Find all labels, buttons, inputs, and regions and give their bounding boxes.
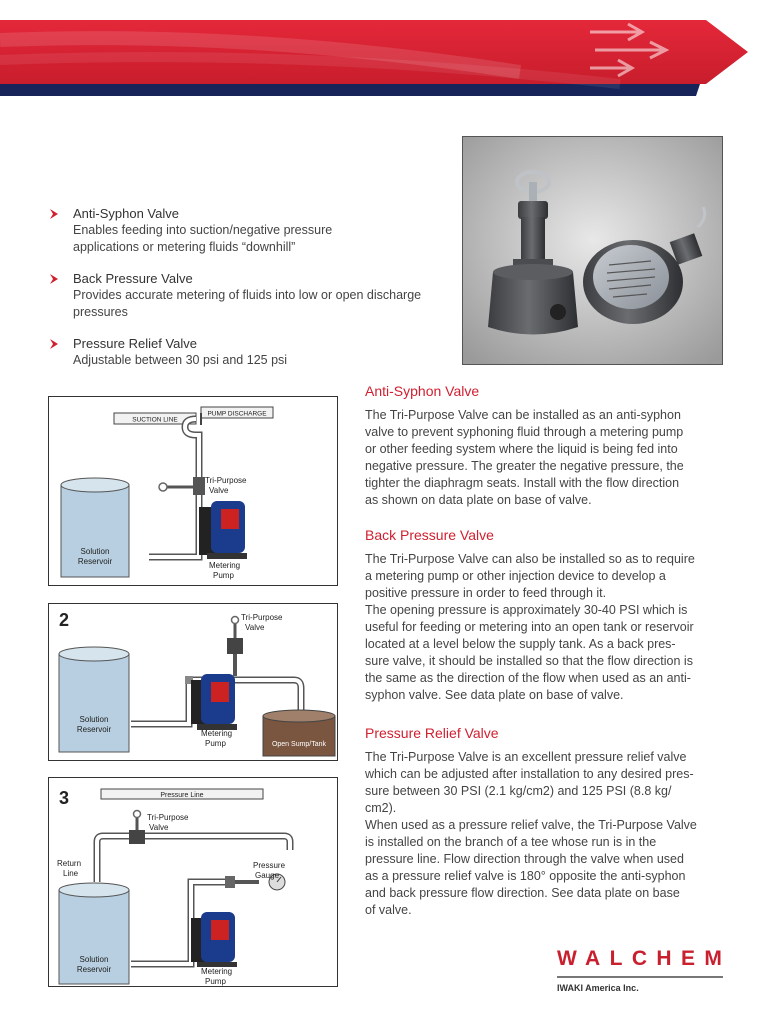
section-line: negative pressure. The greater the negative pressure, the [365, 459, 684, 473]
section-line: pressure line. Flow direction through the valve when used [365, 852, 684, 866]
valve-label: Valve [209, 486, 229, 495]
section-line: syphon valve. See data plate on base of valve. [365, 688, 624, 702]
gauge-label: Gauge [255, 871, 280, 880]
logo-subtitle: IWAKI America Inc. [557, 983, 639, 993]
section-line: or other feeding system where the liquid is being fed into [365, 442, 678, 456]
section-line: as a pressure relief valve is 180° opposite the anti-syphon [365, 869, 686, 883]
pump-label: Pump [205, 739, 226, 748]
section-heading: Anti-Syphon Valve [365, 383, 480, 399]
section-line: The Tri-Purpose Valve is an excellent pressure relief valve [365, 750, 687, 764]
pump-label: Metering [209, 561, 241, 570]
section-line: a metering pump or other injection device to develop a [365, 569, 666, 583]
valve-label: Tri-Purpose [205, 476, 247, 485]
feature-title: Back Pressure Valve [73, 271, 193, 286]
section-heading: Pressure Relief Valve [365, 725, 499, 741]
diagram-number: 2 [59, 610, 70, 630]
sump-label: Open Sump/Tank [271, 741, 327, 748]
feature-desc-line: applications or metering fluids “downhill” [73, 240, 296, 254]
return-line-label: Line [63, 869, 79, 878]
valve-label: Valve [245, 623, 265, 632]
reservoir-label: Solution [79, 715, 109, 724]
feature-desc-line: pressures [73, 305, 128, 319]
section-line: The Tri-Purpose Valve can be installed as an anti-syphon [365, 408, 681, 422]
gauge-label: Pressure [253, 861, 286, 870]
header-banner [0, 0, 768, 100]
section-anti-syphon [365, 382, 725, 509]
section-line: the same as the direction of the flow when used as an anti- [365, 671, 691, 685]
logo-divider [557, 976, 723, 978]
installation-diagram-2 [48, 603, 338, 761]
section-line: of valve. [365, 903, 412, 917]
section-line: The opening pressure is approximately 30-40 PSI which is [365, 603, 688, 617]
valve-label: Valve [149, 823, 169, 832]
section-line: cm2). [365, 801, 397, 815]
installation-diagram-3 [48, 777, 338, 987]
section-pressure-relief [365, 724, 725, 919]
section-line: which can be adjusted after installation to any desired pres- [365, 767, 694, 781]
section-line: tighter the diaphragm seats. Install with the flow direction [365, 476, 680, 490]
chevron-right-icon [48, 273, 60, 285]
valve-label: Tri-Purpose [241, 613, 283, 622]
section-line: located at a level below the supply tank. As a back pres- [365, 637, 676, 651]
pump-label: Metering [201, 729, 233, 738]
logo-brand: WALCHEM [557, 947, 732, 970]
section-line: useful for feeding or metering into an open tank or reservoir [365, 620, 694, 634]
feature-list [48, 205, 448, 383]
feature-title: Pressure Relief Valve [73, 336, 198, 351]
reservoir-label: Reservoir [76, 965, 112, 974]
pump-label: Metering [201, 967, 233, 976]
company-logo [557, 947, 732, 993]
reservoir-label: Solution [80, 547, 110, 556]
section-line: When used as a pressure relief valve, the Tri-Purpose Valve [365, 818, 697, 832]
section-heading: Back Pressure Valve [365, 527, 494, 543]
valve-label: Tri-Purpose [147, 813, 189, 822]
section-line: The Tri-Purpose Valve can also be installed so as to require [365, 552, 695, 566]
suction-line-label: SUCTION LINE [132, 416, 178, 424]
installation-diagram-1 [48, 396, 338, 586]
feature-item [48, 335, 448, 369]
section-line: sure between 30 PSI (2.1 kg/cm2) and 125 PSI (8.8 kg/ [365, 784, 672, 798]
chevron-right-icon [48, 208, 60, 220]
pressure-line-label: Pressure Line [160, 792, 204, 799]
chevron-right-icon [48, 338, 60, 350]
feature-item [48, 205, 448, 256]
reservoir-label: Reservoir [76, 725, 112, 734]
reservoir-label: Reservoir [77, 557, 113, 566]
pump-label: Pump [205, 977, 226, 986]
diagram-number: 3 [59, 788, 70, 808]
section-line: and back pressure flow direction. See data plate on base [365, 886, 680, 900]
section-back-pressure [365, 526, 725, 704]
feature-desc-line: Provides accurate metering of fluids into low or open discharge [73, 288, 422, 302]
feature-title: Anti-Syphon Valve [73, 206, 179, 221]
section-line: sure valve, it should be installed so that the flow direction is [365, 654, 693, 668]
feature-desc-line: Enables feeding into suction/negative pressure [73, 223, 333, 237]
section-line: positive pressure in order to feed through it. [365, 586, 607, 600]
pump-discharge-label: PUMP DISCHARGE [207, 410, 267, 418]
section-line: is installed on the branch of a tee whose run is in the [365, 835, 657, 849]
pump-label: Pump [213, 571, 234, 580]
product-photo [462, 136, 723, 365]
return-line-label: Return [57, 859, 82, 868]
section-line: as shown on data plate on base of valve. [365, 493, 592, 507]
feature-item [48, 270, 448, 321]
reservoir-label: Solution [79, 955, 109, 964]
feature-desc-line: Adjustable between 30 psi and 125 psi [73, 353, 288, 367]
section-line: valve to prevent syphoning fluid through a metering pump [365, 425, 684, 439]
